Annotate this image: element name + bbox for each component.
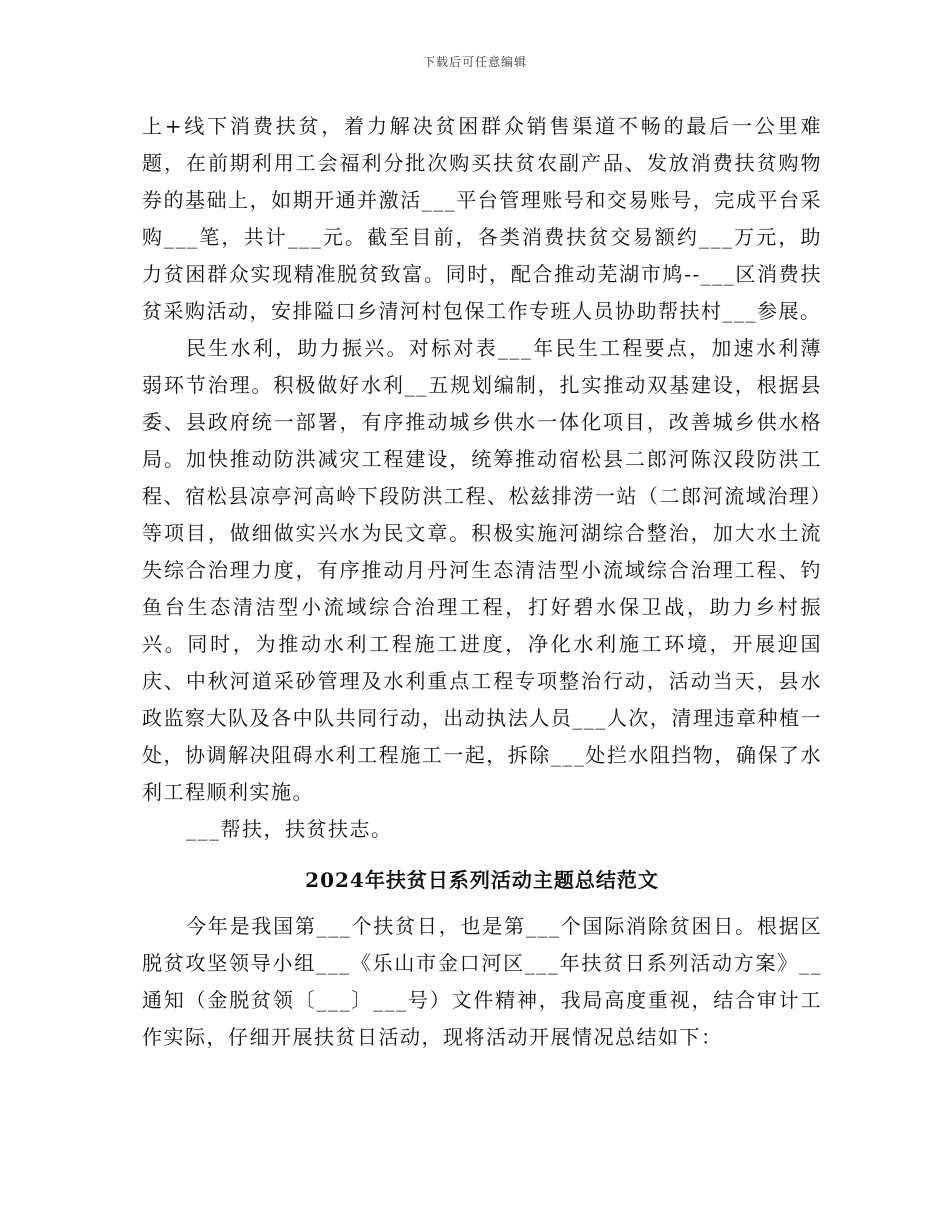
paragraph-summary-intro: 今年是我国第___个扶贫日，也是第___个国际消除贫困日。根据区脱贫攻坚领导小组___《乐山市金口河区___年扶贫日系列活动方案》__通知（金脱贫领〔___〕___号）文件精神，我局高度重视，结合审计工作实际，仔细开展扶贫日活动，现将活动开展情况总结如下：: [142, 914, 822, 1049]
paragraph-consumption-poverty-alleviation: 上+线下消费扶贫，着力解决贫困群众销售渠道不畅的最后一公里难题，在前期利用工会福利分批次购买扶贫农副产品、发放消费扶贫购物券的基础上，如期开通并激活___平台管理账号和交易账号，完成平台采购___笔，共计___元。截至目前，各类消费扶贫交易额约___万元，助力贫困群众实现精准脱贫致富。同时，配合推动芜湖市鸠--___区消费扶贫采购活动，安排隘口乡清河村包保工作专班人员协助帮扶村___参展。: [142, 114, 822, 323]
document-body: [142, 108, 822, 1056]
paragraph-water-conservancy: 民生水利，助力振兴。对标对表___年民生工程要点，加速水利薄弱环节治理。积极做好水利__五规划编制，扎实推动双基建设，根据县委、县政府统一部署，有序推动城乡供水一体化项目，改善城乡供水格局。加快推动防洪减灾工程建设，统筹推动宿松县二郎河陈汉段防洪工程、宿松县凉亭河高岭下段防洪工程、松兹排涝一站（二郎河流域治理）等项目，做细做实兴水为民文章。积极实施河湖综合整治，加大水土流失综合治理力度，有序推动月丹河生态清洁型小流域综合治理工程、钓鱼台生态清洁型小流域综合治理工程，打好碧水保卫战，助力乡村振兴。同时，为推动水利工程施工进度，净化水利施工环境，开展迎国庆、中秋河道采砂管理及水利重点工程专项整治行动，活动当天，县水政监察大队及各中队共同行动，出动执法人员___人次，清理违章种植一处，协调解决阻碍水利工程施工一起，拆除___处拦水阻挡物，确保了水利工程顺利实施。: [142, 336, 822, 804]
page-header: 下载后可任意编辑: [422, 55, 527, 69]
paragraph-assistance: ___帮扶，扶贫扶志。: [186, 817, 393, 841]
section-title: 2024年扶贫日系列活动主题总结范文: [305, 868, 659, 892]
